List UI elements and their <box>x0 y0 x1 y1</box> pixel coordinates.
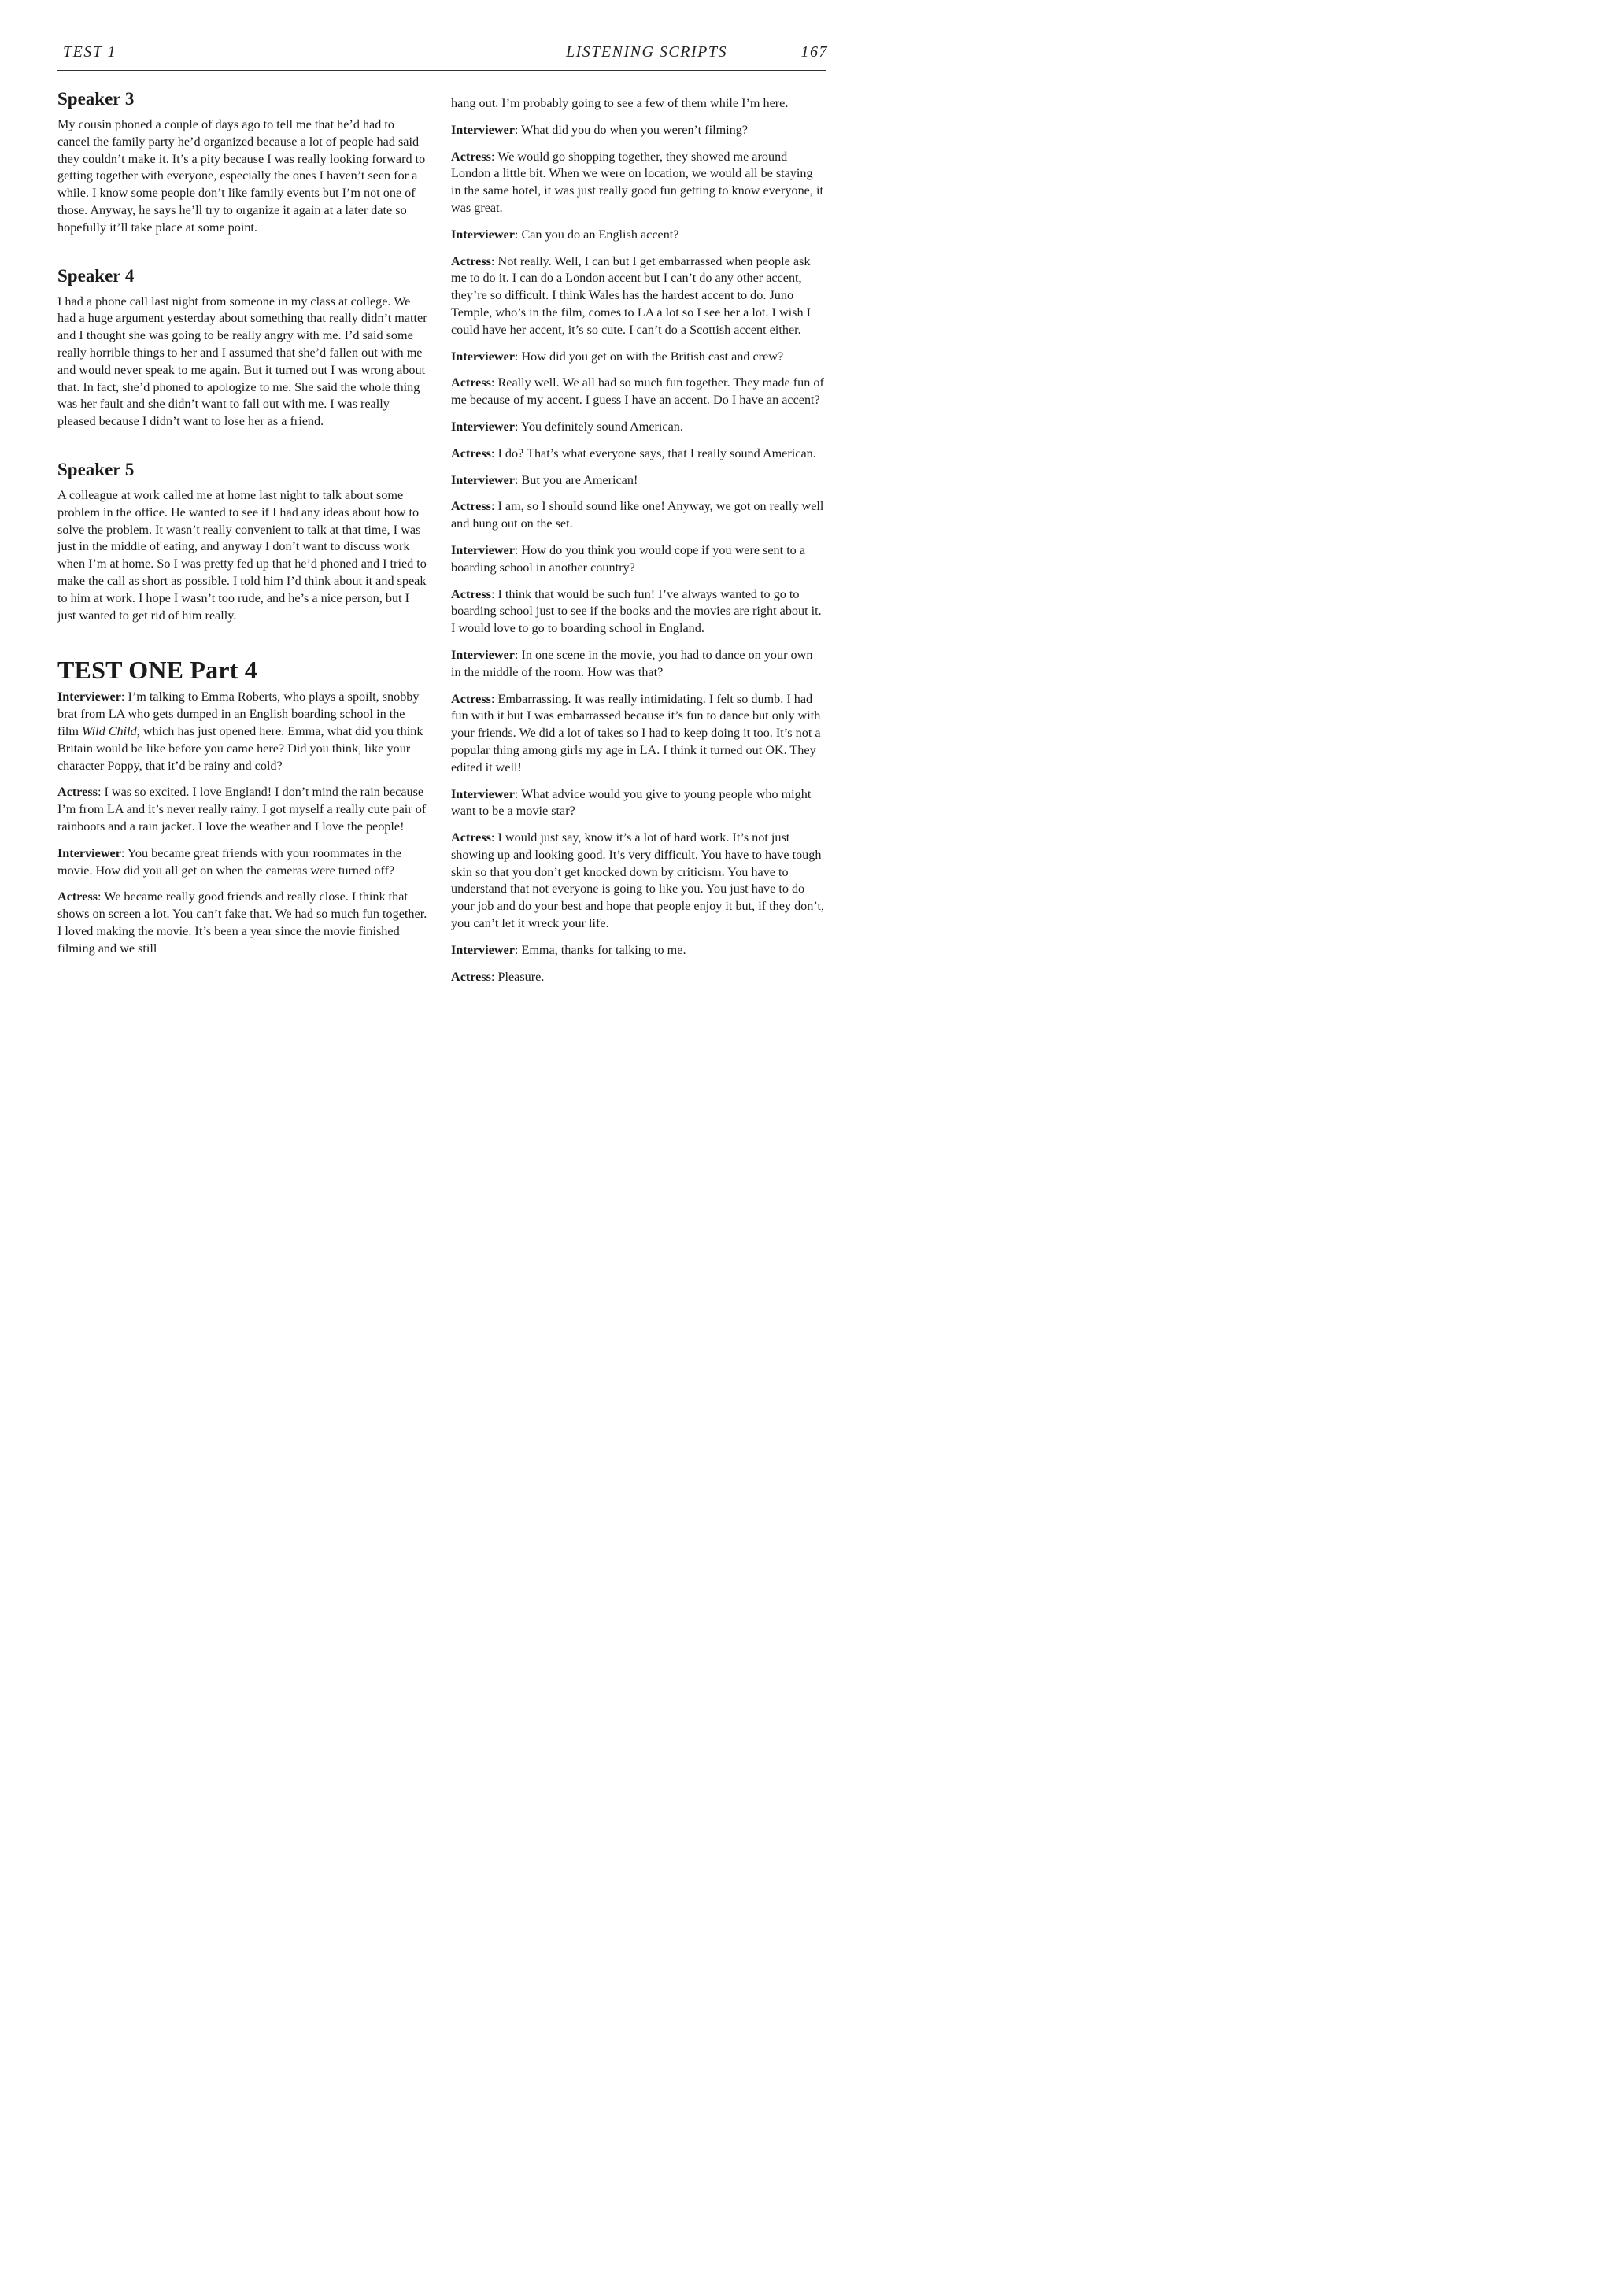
turn-text: What did you do when you weren’t filming? <box>518 122 749 137</box>
speaker5-text: A colleague at work called me at home last night to talk about some problem in the office. He wanted to see if I had any ideas about how to solve the problem. It wasn’t really convenient to talk at that time, I was just in the middle of eating, and anyway I don’t want to discuss work when I’m at home. So I was pretty fed up that he’d phoned and I tried to make the call as short as possible. I told him I’d think about it and speak to him at work. I hope I wasn’t too rude, and he’s a nice person, but I just wanted to get rid of him really. <box>57 487 427 623</box>
speaker-label: Interviewer : <box>451 787 518 801</box>
turn-text: I was so excited. I love England! I don’t mind the rain because I’m from LA and it’s never really rainy. I got myself a really cute pair of rainboots and a rain jacket. I love the weather and I love the people! <box>57 785 427 834</box>
turn-text: How did you get on with the British cast and crew? <box>518 349 784 364</box>
right-turn-7 <box>451 419 825 436</box>
left-turn-3 <box>57 889 429 957</box>
speaker-label: Actress : <box>451 830 494 845</box>
test-one-part4-heading: TEST ONE Part 4 <box>57 656 257 685</box>
turn-text: We became really good friends and really close. I think that shows on screen a lot. You can’t fake that. We had so much fun together. I loved making the movie. It’s been a year since the movie finished filming and we still <box>57 889 427 956</box>
turn-text: But you are American! <box>518 472 638 487</box>
speaker4-text: I had a phone call last night from someone in my class at college. We had a huge argument yesterday about something that really didn’t matter and I thought she was going to be really angry with me. I’d said some really horrible things to her and I assumed that she’d fallen out with me and would never speak to me again. But it turned out I was wrong about that. In fact, she’d phoned to apologize to me. She said the whole thing was her fault and she didn’t want to fall out with me. I was really pleased because I didn’t want to lose her as a friend. <box>57 294 427 429</box>
speaker3-heading: Speaker 3 <box>57 89 135 109</box>
turn-text: I am, so I should sound like one! Anyway, we got on really well and hung out on the set. <box>451 499 824 531</box>
turn-text: Emma, thanks for talking to me. <box>518 942 686 957</box>
right-turn-3 <box>451 227 825 244</box>
running-head-test-label: TEST 1 <box>63 43 117 61</box>
turn-text: , which has just opened here. Emma, what did you think Britain would be like before you came here? Did you think, like your character Poppy, that it’d be rainy and cold? <box>57 723 423 773</box>
right-turn-14 <box>451 691 825 777</box>
speaker4-heading: Speaker 4 <box>57 265 135 286</box>
right-turn-1 <box>451 122 825 139</box>
running-head-section-title: LISTENING SCRIPTS <box>566 43 727 61</box>
right-turn-8 <box>451 446 825 463</box>
right-turn-16 <box>451 830 825 933</box>
turn-text: Pleasure. <box>494 969 545 984</box>
header-rule <box>57 70 826 71</box>
right-turn-17 <box>451 942 825 959</box>
speaker3-text: My cousin phoned a couple of days ago to tell me that he’d had to cancel the family party he’d organized because a lot of people had said they couldn’t make it. It’s a pity because I was really looking forward to getting together with everyone, especially the ones I haven’t seen for a while. I know some people don’t like family events but I’m not one of those. Anyway, he says he’ll try to organize it again at a later date so hopefully it’ll take place at some point. <box>57 117 426 235</box>
turn-text: You definitely sound American. <box>518 419 683 434</box>
speaker-label: Actress : <box>451 692 494 706</box>
speaker-label: Interviewer : <box>451 473 518 487</box>
speaker-label: Interviewer : <box>57 690 124 704</box>
turn-text: We would go shopping together, they showed me around London a little bit. When we were on location, we would all be staying in the same hotel, it was just really good fun getting to know everyone, it was great. <box>451 149 823 215</box>
speaker-label: Interviewer : <box>451 943 518 957</box>
right-turn-10 <box>451 498 825 533</box>
turn-text: I think that would be such fun! I’ve always wanted to go to boarding school just to see if the books and the movies are right about it. I would love to go to boarding school in England. <box>451 586 822 636</box>
turn-text: Can you do an English accent? <box>518 227 679 242</box>
right-turn-13 <box>451 647 825 682</box>
left-turn-2 <box>57 845 429 880</box>
left-column <box>57 88 429 967</box>
speaker-label: Actress : <box>451 150 494 164</box>
speaker-label: Actress : <box>451 499 494 513</box>
speaker-label: Actress : <box>451 446 494 460</box>
continuation-text: hang out. I’m probably going to see a few of them while I’m here. <box>451 96 789 110</box>
turn-text: Really well. We all had so much fun together. They made fun of me because of my accent. I guess I have an accent. Do I have an accent? <box>451 375 824 408</box>
right-turn-2 <box>451 149 825 217</box>
speaker-label: Actress : <box>57 785 101 799</box>
right-turn-5 <box>451 349 825 366</box>
turn-text: I would just say, know it’s a lot of hard work. It’s not just showing up and looking good. It’s very difficult. You have to have tough skin so that you don’t get knocked down by criticism. You have to understand that not everyone is going to like you. You just have to do your job and do your best and hope that people enjoy it but, if they don’t, you can’t let it wreck your life. <box>451 830 824 931</box>
speaker-label: Interviewer : <box>451 648 518 662</box>
speaker-label: Actress : <box>451 375 494 390</box>
speaker-label: Actress : <box>451 587 494 601</box>
speaker-label: Interviewer : <box>451 349 518 364</box>
running-header <box>60 41 828 65</box>
speaker5-heading: Speaker 5 <box>57 459 135 479</box>
turn-text: I do? That’s what everyone says, that I really sound American. <box>494 446 816 460</box>
speaker-label: Interviewer : <box>451 420 518 434</box>
page <box>0 0 877 1248</box>
turn-text: I’m talking to Emma Roberts, who plays a spoilt, snobby brat from LA who gets dumped in an English boarding school in the film <box>57 690 420 738</box>
right-turn-15 <box>451 786 825 821</box>
speaker-label: Actress : <box>57 889 101 904</box>
left-turn-1 <box>57 784 429 835</box>
turn-text: Not really. Well, I can but I get embarrassed when people ask me to do it. I can do a London accent but I can’t do any other accent, they’re so difficult. I think Wales has the hardest accent to do. Juno Temple, who’s in the film, comes to LA a lot so I see her a lot. I wish I could have her accent, it’s so cute. I can’t do a Scottish accent either. <box>451 253 811 337</box>
page-number: 167 <box>800 43 828 61</box>
film-title: Wild Child <box>82 723 137 738</box>
speaker-label: Actress : <box>451 970 494 984</box>
turn-text: In one scene in the movie, you had to dance on your own in the middle of the room. How was that? <box>451 647 813 679</box>
speaker-label: Interviewer : <box>57 846 124 860</box>
turn-text: What advice would you give to young people who might want to be a movie star? <box>451 786 812 819</box>
turn-text: How do you think you would cope if you were sent to a boarding school in another country? <box>451 542 806 575</box>
right-turn-9 <box>451 472 825 490</box>
right-column <box>451 95 825 995</box>
speaker-label: Interviewer : <box>451 543 518 557</box>
right-turn-6 <box>451 375 825 409</box>
right-turn-18 <box>451 969 825 986</box>
right-turn-4 <box>451 253 825 339</box>
speaker-label: Interviewer : <box>451 123 518 137</box>
right-turn-11 <box>451 542 825 577</box>
turn-text: You became great friends with your roommates in the movie. How did you all get on when the cameras were turned off? <box>57 845 401 878</box>
turn-text: Embarrassing. It was really intimidating. I felt so dumb. I had fun with it but I was embarrassed because it’s fun to dance but only with your friends. We did a lot of takes so I had to keep doing it too. It’s not a popular thing among girls my age in LA. I think it turned out OK. They edited it well! <box>451 691 821 775</box>
right-turn-12 <box>451 586 825 638</box>
speaker-label: Actress : <box>451 254 494 268</box>
speaker-label: Interviewer : <box>451 227 518 242</box>
intro-turn <box>57 689 429 775</box>
